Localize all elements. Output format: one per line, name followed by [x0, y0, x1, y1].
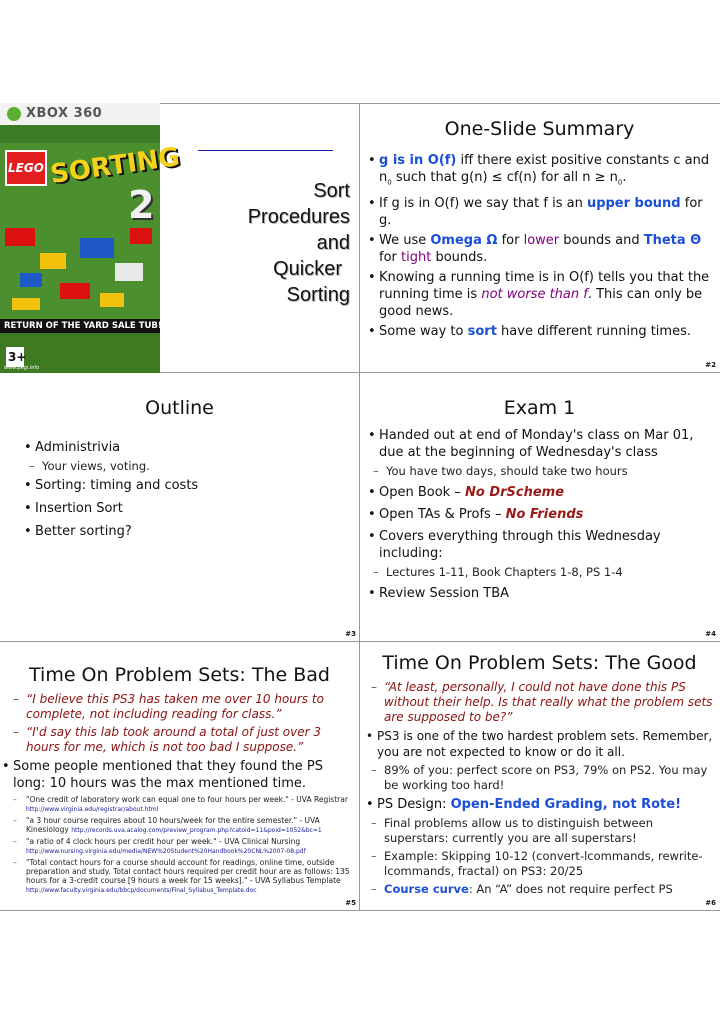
summary-bullet-5: • Some way to sort have different running times. [366, 323, 714, 340]
outline-subitem: – Your views, voting. [22, 459, 342, 474]
slide-title: One-Slide Summary [444, 118, 635, 140]
slide-exam [360, 373, 719, 641]
side-title-line-5: Sorting [286, 284, 350, 306]
slide-number: #4 [705, 630, 716, 638]
good-bullet-2: • PS Design: Open-Ended Grading, not Rote! [364, 796, 714, 813]
slide-time-bad [0, 642, 359, 910]
outline-item-2: • Sorting: timing and costs [22, 477, 342, 494]
exam-subitem-2: – Lectures 1-11, Book Chapters 1-8, PS 1-4 [366, 565, 711, 580]
slide-number: #3 [345, 630, 356, 638]
side-title-line-3: and [316, 232, 350, 254]
good-subitem-4: – Course curve: An “A” does not require perfect PS [364, 882, 714, 897]
cover-subtitle: RETURN OF THE YARD SALE TUB! [4, 321, 162, 331]
age-rating-badge: 3+ [8, 350, 27, 364]
side-title-line-4: Quicker [273, 258, 342, 280]
good-subitem-3: – Example: Skipping 10-12 (convert-lcommands, rewrite-lcommands, fractal) on PS3: 20/25 [364, 849, 714, 879]
ref-2: – "a 3 hour course requires about 10 hours/week for the entire semester." - UVA Kinesiology http://records.uva.acalog.com/preview_program.php?catoid=11&poid=1052&bc=1 [6, 816, 354, 835]
outline-item-3: • Insertion Sort [22, 500, 342, 517]
exam-bullet-1: • Handed out at end of Monday's class on Mar 01, due at the beginning of Wednesday's class – You have two days, should take two hours [366, 427, 711, 479]
slide-number: #2 [705, 361, 716, 369]
slide-title: Time On Problem Sets: The Good [382, 652, 697, 674]
exam-bullet-2: • Open Book – No DrScheme [366, 484, 711, 501]
summary-bullet-1: • g is in O(f) iff there exist positive constants c and $n_0$ such that g(n) ≤ cf(n) for all $n \ge n_0$. [366, 152, 714, 192]
rating-site-text: www.pegi.info [4, 365, 40, 371]
side-title-line-1: Sort [313, 180, 350, 202]
good-subitem-1: – 89% of you: perfect score on PS3, 79% on PS2. You may be working too hard! [364, 763, 714, 793]
ref-1: – "One credit of laboratory work can equal one to four hours per week." - UVA Registrar http://www.virginia.edu/registrar/about.html [6, 795, 354, 814]
game-title-text: SORTING [48, 142, 182, 190]
slide-title: Outline [145, 397, 214, 419]
side-title-line-2: Procedures [247, 206, 350, 228]
slide-summary [360, 104, 719, 372]
side-title-rule [198, 150, 333, 151]
slide-number: #6 [705, 899, 716, 907]
outline-item-1: • Administrivia – Your views, voting. [22, 439, 342, 474]
good-quote-1: – “At least, personally, I could not have done this PS without their help. Is that really what the problem sets are supposed to be?” [364, 680, 714, 725]
good-subitem-2: – Final problems allow us to distinguish between superstars: currently you are all superstars! [364, 816, 714, 846]
row-divider-bottom [0, 910, 720, 911]
good-bullet-1: • PS3 is one of the two hardest problem sets. Remember, you are not expected to know or do it all. [364, 728, 714, 760]
bad-bullet-1: • Some people mentioned that they found the PS long: 10 hours was the max mentioned time. [0, 758, 354, 792]
cover-art [0, 103, 160, 373]
exam-bullet-5: • Review Session TBA [366, 585, 711, 602]
exam-subitem-1: – You have two days, should take two hours [366, 464, 711, 479]
summary-bullet-3: • We use Omega Ω for lower bounds and Theta Θ for tight bounds. [366, 232, 714, 266]
exam-bullet-3: • Open TAs & Profs – No Friends [366, 506, 711, 523]
bad-quote-1: – “I believe this PS3 has taken me over 10 hours to complete, not including reading for class.” [6, 692, 354, 722]
summary-bullet-2: • If g is in O(f) we say that f is an upper bound for g. [366, 195, 714, 229]
game-number-text: 2 [128, 183, 155, 227]
slide-title: Exam 1 [503, 397, 576, 419]
game-cover-image [0, 103, 182, 373]
outline-item-4: • Better sorting? [22, 523, 342, 540]
side-title [160, 178, 358, 338]
lego-logo-text: LEGO [8, 161, 44, 175]
exam-bullet-4: • Covers everything through this Wednesday including: – Lectures 1-11, Book Chapters 1-8, PS 1-4 [366, 528, 711, 580]
summary-bullet-4: • Knowing a running time is in O(f) tells you that the running time is not worse than f. This can only be good news. [366, 269, 714, 320]
ref-3: – "a ratio of 4 clock hours per credit hour per week." - UVA Clinical Nursing http://www.nursing.virginia.edu/media/NEW%20Student%20Handbook%20CNL%2007-08.pdf [6, 837, 354, 856]
ref-4: – "Total contact hours for a course should account for readings, online time, outside preparation and study. Total contact hours required per credit hour are as follows: 135 hours for a 3-credit course [9 hours a week for 15 weeks]." - UVA Syllabus Template http://www.faculty.virginia.edu/bbcp/documents/Final_Syllabus_Template.doc [6, 858, 354, 895]
slide-number: #5 [345, 899, 356, 907]
platform-label: XBOX 360 [26, 106, 103, 121]
slide-outline [0, 373, 359, 641]
bad-quote-2: – “I'd say this lab took around a total of just over 3 hours for me, which is not too bad I suppose.” [6, 725, 354, 755]
slide-title: Time On Problem Sets: The Bad [29, 664, 330, 686]
slide-time-good [360, 642, 719, 910]
